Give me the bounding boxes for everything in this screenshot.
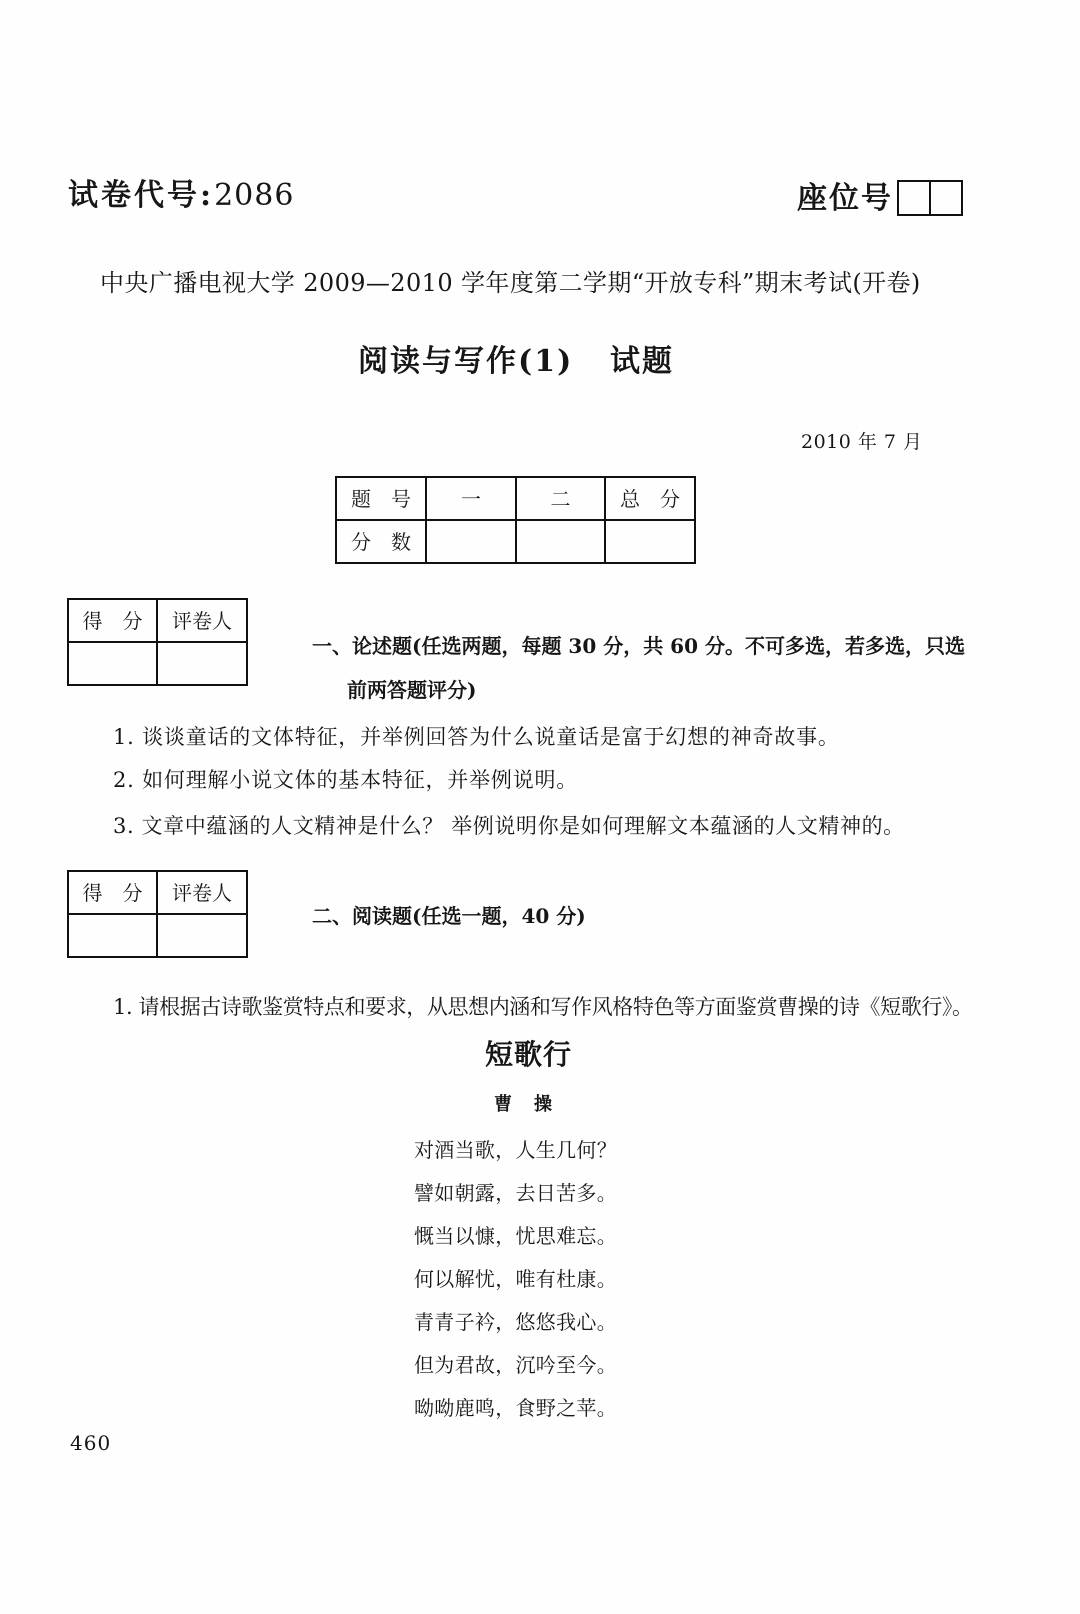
score-cell-section-2 <box>516 520 605 563</box>
grader-box-score-label: 得 分 <box>68 599 157 642</box>
section-1-question: 1. 谈谈童话的文体特征，并举例回答为什么说童话是富于幻想的神奇故事。 <box>113 725 840 749</box>
grader-box <box>67 598 248 686</box>
grader-box-score-label: 得 分 <box>68 871 157 914</box>
score-table-header-section-1: 一 <box>426 477 516 520</box>
score-cell-total <box>605 520 695 563</box>
grader-box-grader-label: 评卷人 <box>157 871 247 914</box>
page-number: 460 <box>70 1431 112 1455</box>
seat-number-box <box>897 180 963 216</box>
exam-code-value: 2086 <box>214 178 295 213</box>
poem-author: 曹 操 <box>494 1094 554 1115</box>
score-table-header-row <box>336 477 695 520</box>
grader-box-grader-cell <box>157 914 247 957</box>
grader-box-grader-label: 评卷人 <box>157 599 247 642</box>
section-1-heading: 一、论述题(任选两题，每题 30 分，共 60 分。不可多选，若多选，只选 <box>312 634 965 658</box>
section-2-question: 1. 请根据古诗歌鉴赏特点和要求，从思想内涵和写作风格特色等方面鉴赏曹操的诗《短歌行》。 <box>113 995 973 1019</box>
section-1-question: 3. 文章中蕴涵的人文精神是什么？ 举例说明你是如何理解文本蕴涵的人文精神的。 <box>113 814 905 838</box>
exam-code-label: 试卷代号: <box>68 178 215 213</box>
score-cell-section-1 <box>426 520 516 563</box>
poem-line: 譬如朝露，去日苦多。 <box>414 1181 617 1205</box>
grader-box <box>67 870 248 958</box>
poem-line: 但为君故，沉吟至今。 <box>414 1353 617 1377</box>
grader-box-score-cell <box>68 914 157 957</box>
score-table-header-section-2: 二 <box>516 477 605 520</box>
section-1-question: 2. 如何理解小说文体的基本特征，并举例说明。 <box>113 768 579 792</box>
poem-line: 呦呦鹿鸣，食野之苹。 <box>414 1396 617 1420</box>
grader-box-blank-row <box>68 914 247 957</box>
poem-line: 青青子衿，悠悠我心。 <box>414 1310 617 1334</box>
poem-title: 短歌行 <box>485 1038 573 1071</box>
exam-title-suffix: 试题 <box>610 344 674 379</box>
grader-box-grader-cell <box>157 642 247 685</box>
exam-date: 2010 年 7 月 <box>801 431 923 453</box>
poem-line: 慨当以慷，忧思难忘。 <box>414 1224 617 1248</box>
exam-code <box>68 178 294 214</box>
exam-session-line: 中央广播电视大学 2009—2010 学年度第二学期“开放专科”期末考试(开卷) <box>100 269 921 297</box>
grader-box-header-row <box>68 599 247 642</box>
section-2-heading: 二、阅读题(任选一题，40 分) <box>312 904 586 928</box>
grader-box-score-cell <box>68 642 157 685</box>
seat-number-cell <box>899 182 929 214</box>
grader-box-header-row <box>68 871 247 914</box>
seat-number-label: 座位号 <box>797 181 893 216</box>
score-table-header-question-no: 题 号 <box>336 477 426 520</box>
section-1-heading-continued: 前两答题评分) <box>347 678 477 702</box>
score-table <box>335 476 696 564</box>
score-table-row-label: 分 数 <box>336 520 426 563</box>
poem-body <box>414 1129 617 1430</box>
seat-number-cell <box>929 182 961 214</box>
poem-line: 对酒当歌，人生几何？ <box>414 1138 617 1162</box>
exam-title-subject: 阅读与写作(1) <box>358 344 574 379</box>
poem-line: 何以解忧，唯有杜康。 <box>414 1267 617 1291</box>
grader-box-blank-row <box>68 642 247 685</box>
score-table-score-row <box>336 520 695 563</box>
score-table-header-total: 总 分 <box>605 477 695 520</box>
